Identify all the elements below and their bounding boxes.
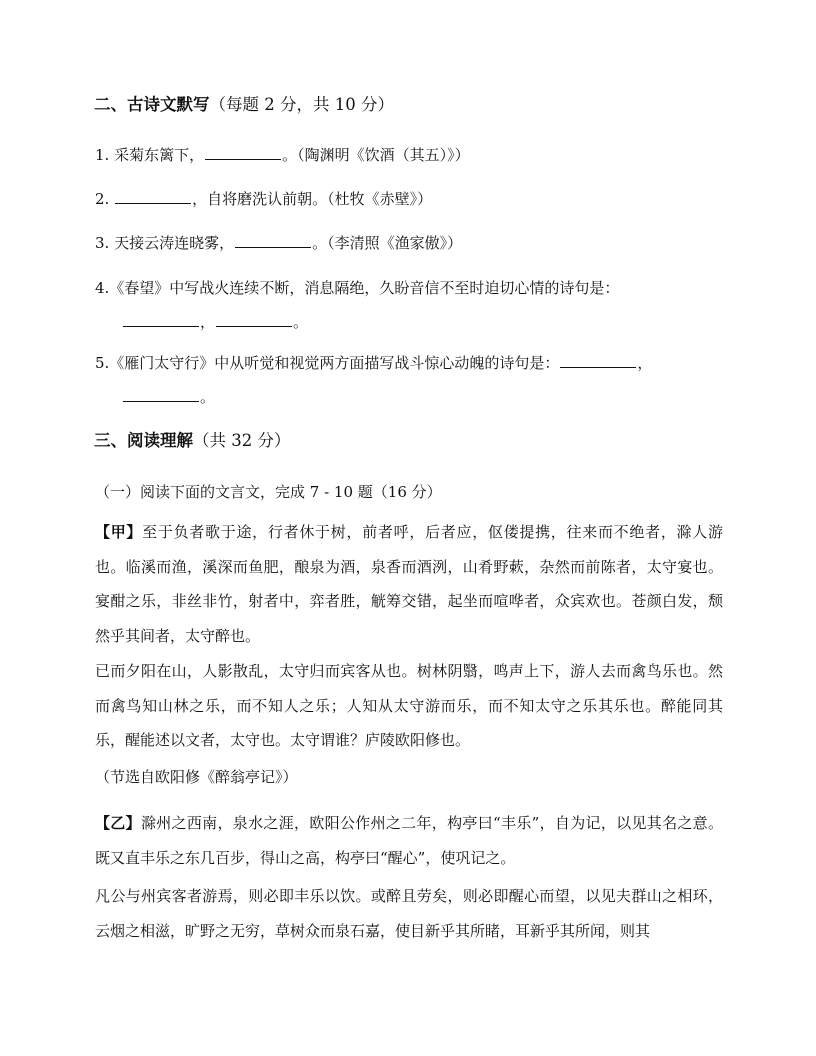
- reading-instruction-text: （一）阅读下面的文言文，完成 7 - 10 题（16 分）: [95, 483, 442, 501]
- passage-jia-text-2: 已而夕阳在山，人影散乱，太守归而宾客从也。树林阴翳，鸣声上下，游人去而禽鸟乐也。然而禽鸟知山林之乐，而不知人之乐；人知从太守游而乐，而不知太守之乐其乐也。醉能同其乐，醒能述以文者，太守也。太守谓谁？庐陵欧阳修也。: [95, 662, 723, 749]
- question-4-answers: [122, 311, 308, 333]
- passage-source: [95, 766, 298, 788]
- section3-points: （共 32 分）: [193, 431, 291, 450]
- section3-title: 三、阅读理解: [94, 431, 193, 450]
- passage-source-text: （节选自欧阳修《醉翁亭记》）: [95, 768, 298, 786]
- passage-jia-text-1: 至于负者歌于途，行者休于树，前者呼，后者应，伛偻提携，往来而不绝者，滁人游也。临溪而渔，溪深而鱼肥，酿泉为酒，泉香而酒洌，山肴野蔌，杂然而前陈者，太守宴也。宴酣之乐，非丝非竹，射者中，弈者胜，觥筹交错，起坐而喧哗者，众宾欢也。苍颜白发，颓然乎其间者，太守醉也。: [95, 523, 723, 645]
- question-3-source: 。（李清照《渔家傲》）: [312, 234, 463, 252]
- answer-blank[interactable]: [205, 145, 281, 160]
- question-3-text: 3. 天接云涛连晓雾，: [95, 234, 235, 252]
- question-4-text: 4.《春望》中写战火连续不断，消息隔绝，久盼音信不至时迫切心情的诗句是：: [95, 279, 620, 297]
- answer-blank[interactable]: [115, 189, 191, 204]
- question-3: [95, 232, 462, 254]
- question-2-text: ，自将磨洗认前朝。（杜牧《赤壁》）: [192, 190, 433, 208]
- section2-points: （每题 2 分，共 10 分）: [209, 95, 394, 114]
- answer-end: 。: [200, 388, 216, 406]
- question-5-text: 5.《雁门太守行》中从听觉和视觉两方面描写战斗惊心动魄的诗句是：: [95, 354, 560, 372]
- passage-yi-paragraph-1: [95, 806, 723, 875]
- question-1: [95, 144, 470, 166]
- question-1-text: 1. 采菊东篱下，: [95, 146, 205, 164]
- passage-yi-tag: 【乙】: [95, 814, 141, 832]
- passage-jia-paragraph-2: [95, 654, 723, 758]
- question-2: [95, 188, 432, 210]
- answer-blank[interactable]: [123, 312, 199, 327]
- question-1-source: 。（陶渊明《饮酒（其五）》）: [282, 146, 470, 164]
- passage-yi-text-1: 滁州之西南，泉水之涯，欧阳公作州之二年，构亭曰“丰乐”，自为记，以见其名之意。既又直丰乐之东几百步，得山之高，构亭曰“醒心”，使巩记之。: [95, 814, 723, 867]
- section3-heading: [94, 430, 291, 452]
- section2-heading: [94, 94, 394, 116]
- answer-blank[interactable]: [560, 353, 636, 368]
- answer-blank[interactable]: [123, 387, 199, 402]
- answer-separator: ，: [637, 354, 653, 372]
- passage-jia-paragraph-1: [95, 515, 723, 653]
- question-2-number: 2.: [95, 190, 115, 208]
- reading-instruction: [95, 481, 442, 503]
- question-4: [95, 277, 619, 299]
- answer-end: 。: [293, 313, 309, 331]
- passage-yi-text-2: 凡公与州宾客者游焉，则必即丰乐以饮。或醉且劳矣，则必即醒心而望，以见夫群山之相环，云烟之相滋，旷野之无穷，草树众而泉石嘉，使目新乎其所睹，耳新乎其所闻，则其: [95, 887, 723, 940]
- answer-blank[interactable]: [216, 312, 292, 327]
- section2-title: 二、古诗文默写: [94, 95, 210, 114]
- question-5: [95, 352, 652, 374]
- passage-yi-paragraph-2: [95, 879, 723, 948]
- answer-blank[interactable]: [235, 233, 311, 248]
- passage-jia-tag: 【甲】: [95, 523, 143, 541]
- question-5-answers: [122, 386, 215, 408]
- answer-separator: ，: [200, 313, 216, 331]
